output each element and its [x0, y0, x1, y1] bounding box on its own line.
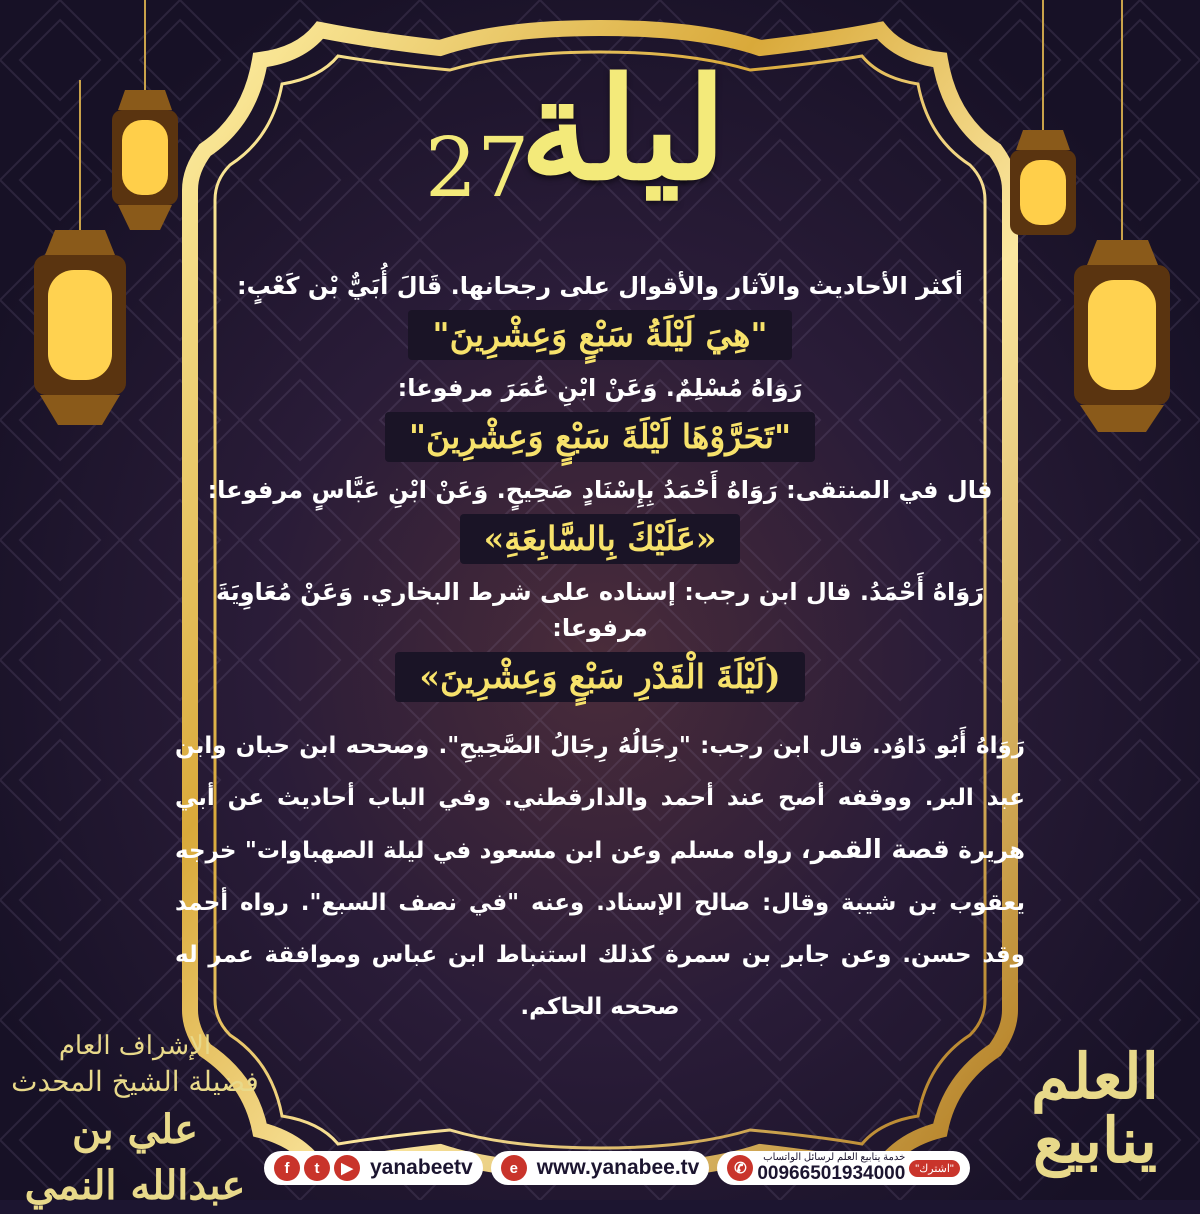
website-pill[interactable] — [491, 1151, 710, 1185]
whatsapp-info — [757, 1152, 905, 1184]
logo-line-1: العلم — [1031, 1040, 1159, 1113]
quote-3: «عَلَيْكَ بِالسَّابِعَةِ» — [460, 514, 741, 564]
youtube-icon[interactable]: ▶ — [334, 1155, 360, 1181]
facebook-icon[interactable]: f — [274, 1155, 300, 1181]
twitter-icon[interactable]: t — [304, 1155, 330, 1181]
whatsapp-pill[interactable] — [717, 1151, 969, 1185]
whatsapp-icon: ✆ — [727, 1155, 753, 1181]
web-icon: e — [501, 1155, 527, 1181]
quote-1: "هِيَ لَيْلَةُ سَبْعٍ وَعِشْرِينَ" — [408, 310, 791, 360]
title-number: 27 — [425, 121, 530, 216]
supervisor-title: الإشراف العام — [58, 1031, 212, 1061]
social-handle[interactable]: yanabeetv — [370, 1156, 473, 1179]
supervisor-name: علي بن عبدالله النمي — [24, 1106, 246, 1209]
intro-line: أكثر الأحاديث والآثار والأقوال على رجحانها. قَالَ أُبَيٌّ بْن كَعْبٍ: — [237, 272, 963, 300]
website-link[interactable]: www.yanabee.tv — [536, 1156, 700, 1179]
yanabee-logo — [1010, 1040, 1180, 1177]
narration-line-3: قال في المنتقى: رَوَاهُ أَحْمَدُ بِإِسْنَادٍ صَحِيحٍ. وَعَنْ ابْنِ عَبَّاسٍ مرفوعا: — [207, 476, 993, 504]
logo-line-2: ينابيع — [1033, 1104, 1157, 1177]
quote-2: "تَحَرَّوْهَا لَيْلَةَ سَبْعٍ وَعِشْرِينَ" — [385, 412, 815, 462]
paragraph-part-a: رَوَاهُ أَبُو دَاوُد. قال ابن رجب: "رِجَالُهُ رِجَالُ الصَّحِيحِ". وصححه ابن حبان وابن عبد البر. ووقفه أصح عند أحمد والدارقطني. وفي الباب أحاديث عن أبي هريرة — [175, 733, 1025, 864]
quote-4: (لَيْلَةَ الْقَدْرِ سَبْعٍ وَعِشْرِينَ» — [395, 652, 804, 702]
paragraph-bold: قصة القمر، — [800, 835, 950, 865]
whatsapp-number[interactable]: 00966501934000 — [757, 1163, 906, 1184]
title-word: ليلة — [520, 48, 727, 212]
subscribe-badge[interactable]: "اشترك" — [909, 1160, 960, 1177]
whatsapp-label: خدمة ينابيع العلم لرسائل الواتساب — [763, 1152, 906, 1163]
paragraph-part-b: رواه مسلم وعن ابن مسعود في ليلة الصهباوات" خرجه يعقوب بن شيبة وقال: صالح الإسناد. وعنه "في نصف السبع". رواه أحمد وقد حسن. وعن جابر بن سمرة كذلك استنباط ابن عباس وموافقة عمر له صححه الحاكم. — [175, 838, 1025, 1020]
lantern-left-large-icon — [20, 80, 140, 440]
narration-line-2: رَوَاهُ مُسْلِمٌ. وَعَنْ ابْنِ عُمَرَ مرفوعا: — [397, 374, 803, 402]
footer-bar — [264, 1146, 978, 1190]
main-content — [175, 268, 1025, 1033]
closing-paragraph — [175, 720, 1025, 1033]
lantern-right-large-icon — [1060, 0, 1185, 440]
supervisor-honorific: فضيلة الشيخ المحدث — [11, 1065, 259, 1098]
supervisor-block — [10, 1030, 260, 1214]
narration-line-4: رَوَاهُ أَحْمَدُ. قال ابن رجب: إسناده على شرط البخاري. وَعَنْ مُعَاوِيَةَ مرفوعا: — [216, 578, 984, 642]
social-pill[interactable] — [264, 1151, 483, 1185]
